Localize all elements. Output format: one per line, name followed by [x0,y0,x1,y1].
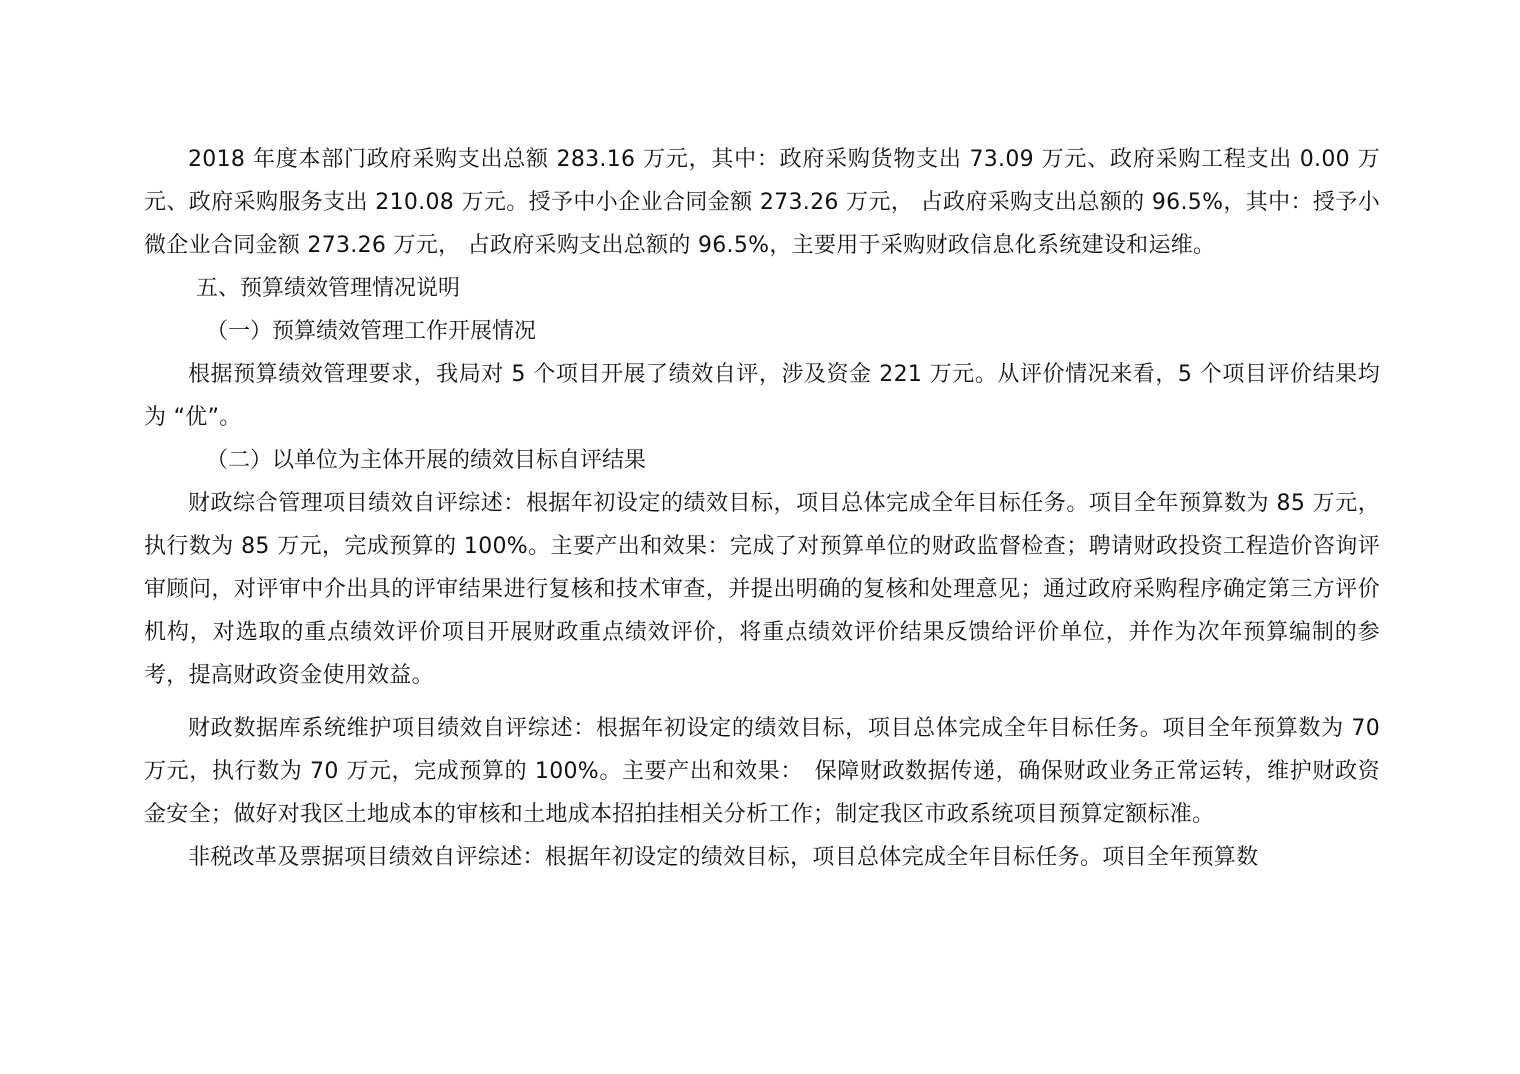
subsection-one-heading: （一）预算绩效管理工作开展情况 [206,319,537,344]
project-two-paragraph: 财政数据库系统维护项目绩效自评综述：根据年初设定的绩效目标，项目总体完成全年目标任务。项目全年预算数为 70 万元，执行数为 70 万元，完成预算的 100%。主要产出和效果： 保障财政数据传递，确保财政业务正常运转，维护财政资金安全；做好对我区土地成本的审核和土地成本招拍挂相关分析工作；制定我区市政系统项目预算定额标准。 [144,716,1380,827]
document-page [144,138,1380,879]
project-one-paragraph: 财政综合管理项目绩效自评综述：根据年初设定的绩效目标，项目总体完成全年目标任务。项目全年预算数为 85 万元，执行数为 85 万元，完成预算的 100%。主要产出和效果：完成了对预算单位的财政监督检查；聘请财政投资工程造价咨询评审顾问，对评审中介出具的评审结果进行复核和技术审查，并提出明确的复核和处理意见；通过政府采购程序确定第三方评价机构，对选取的重点绩效评价项目开展财政重点绩效评价，将重点绩效评价结果反馈给评价单位，并作为次年预算编制的参考，提高财政资金使用效益。 [144,491,1380,688]
subsection-two-heading: （二）以单位为主体开展的绩效目标自评结果 [206,448,647,473]
performance-summary-paragraph: 根据预算绩效管理要求，我局对 5 个项目开展了绩效自评，涉及资金 221 万元。从评价情况来看，5 个项目评价结果均为 “优”。 [144,362,1380,430]
procurement-paragraph: 2018 年度本部门政府采购支出总额 283.16 万元，其中：政府采购货物支出 73.09 万元、政府采购工程支出 0.00 万元、政府采购服务支出 210.08 万元。授予中小企业合同金额 273.26 万元， 占政府采购支出总额的 96.5%，其中：授予小微企业合同金额 273.26 万元， 占政府采购支出总额的 96.5%，主要用于采购财政信息化系统建设和运维。 [144,147,1380,258]
project-three-paragraph: 非税改革及票据项目绩效自评综述：根据年初设定的绩效目标，项目总体完成全年目标任务。项目全年预算数 [188,845,1259,870]
section-five-heading: 五、预算绩效管理情况说明 [196,276,461,301]
